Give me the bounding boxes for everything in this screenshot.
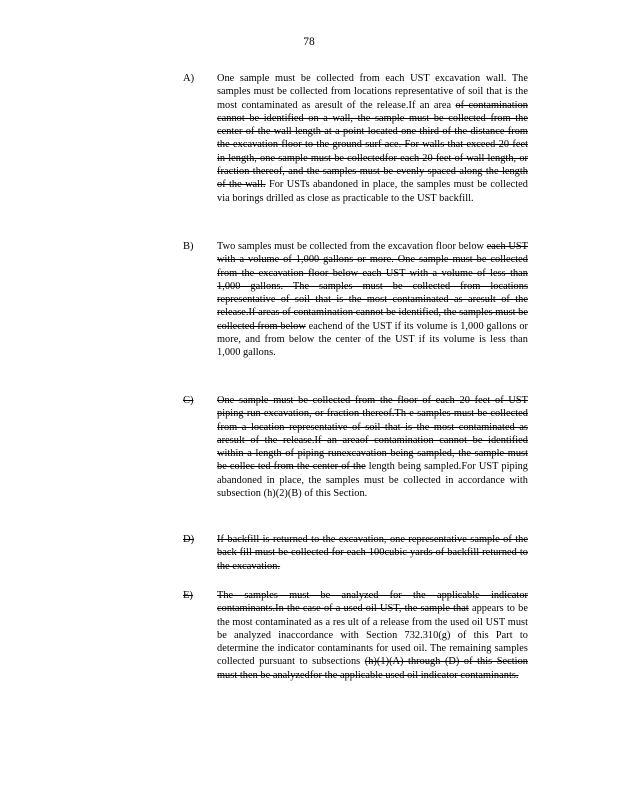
section-e-text [217,589,528,682]
section-b-text [217,240,528,360]
page-number: 78 [303,36,315,48]
section-a-text-part: One sample must be collected from each UST excavation wall. The samples must be collected from locations representative of soil that is the most contaminated as aresult of the release.If an area [217,73,528,111]
section-a-struck-text: of contamination cannot be identified on a wall, the sample must be collected from the center of the wall length at a point located one third of the distance from the excavation floor to the ground surf ace. For walls that exceed 20 feet in length, one sample must be collectedfor each 20 feet of wall length, or fraction thereof, and the samples must be evenly spaced along the length of the wall. [217,99,528,191]
section-b-text-part: Two samples must be collected from the excavation floor below [217,241,487,252]
section-d-struck-text: If backfill is returned to the excavation, one representative sample of the back fill must be collected for each 100cubic yards of backfill returned to the excavation. [217,534,528,572]
section-c-text-part: length being sampled.For UST piping abandoned in place, the samples must be collected in accordance with subsection (h)(2)(B) of this Section. [217,461,528,500]
section-e-struck-text: The samples must be analyzed for the applicable indicator contaminants.In the case of a used oil UST, the sample that [217,590,528,615]
section-c-letter: C) [183,395,194,406]
section-c-struck-text: One sample must be collected from the floor of each 20 feet of UST piping run excavation, or fraction thereof.Th e samples must be collected from a location representative of soil that is the most contaminated as aresult of the release.If an areaof contamination cannot be identified within a length of piping runexcavation being sampled, the sample must be collec ted from the center of the [217,395,528,473]
section-a-text [217,72,528,205]
section-c-text [217,394,528,500]
section-d-letter: D) [183,534,195,545]
section-a-text-part: For USTs abandoned in place, the samples must be collected via borings drilled as close as practicable to the UST backfill. [217,179,528,204]
section-e-struck-text: (h)(1)(A) through (D) of this Section must then be analyzedfor the applicable used oil indicator contaminants. [217,656,528,681]
section-b-text-part: eachend of the UST if its volume is 1,000 gallons or more, and from below the center of the UST if its volume is less than 1,000 gallons. [217,320,528,359]
section-e-letter: E) [183,590,193,601]
section-b-letter: B) [183,241,194,252]
section-b-struck-text: each UST with a volume of 1,000 gallons or more. One sample must be collected from the excavation floor below each UST with a volume of less than 1,000 gallons. The samples must be collected from locations representative of soil that is the most contaminated as aresult of the release.If areas of contamination cannot be identified, the samples must be collected from below [217,241,528,332]
section-a-letter: A) [183,73,195,84]
section-e-text-part: appears to be the most contaminated as a res ult of a release from the used oil UST must be analyzed inaccordance with Section 732.310(g) of this Part to determine the indicator contaminants for used oil. The remaining samples collected pursuant to subsections [217,603,528,668]
section-d-text [217,533,528,573]
